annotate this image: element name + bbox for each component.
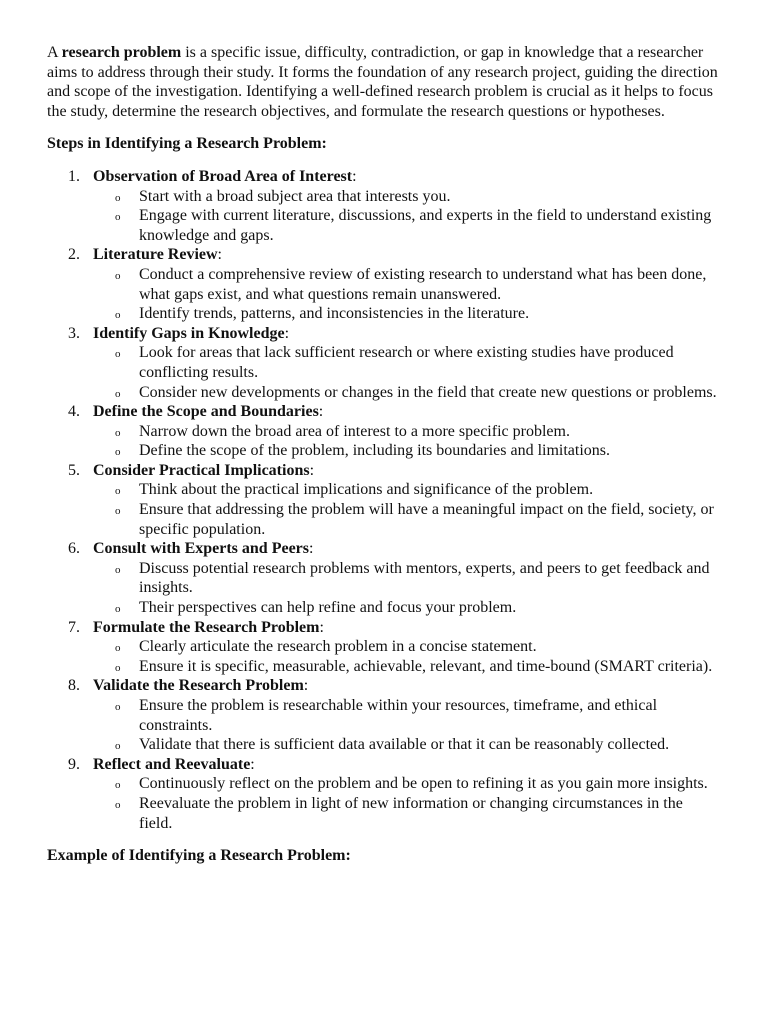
step-number: 8.	[68, 677, 80, 695]
circle-bullet-icon: o	[115, 309, 121, 322]
step-subitem-text: Ensure that addressing the problem will have a meaningful impact on the field, society, or specific population.	[139, 501, 714, 538]
step-subitem-text: Conduct a comprehensive review of existing research to understand what has been done, what gaps exist, and what questions remain unanswered.	[139, 265, 707, 303]
step-number: 9.	[68, 755, 80, 773]
step-item	[47, 539, 718, 617]
step-subitem	[93, 559, 718, 598]
step-title-colon: :	[318, 403, 324, 421]
step-subitem	[93, 637, 718, 657]
circle-bullet-icon: o	[115, 642, 121, 655]
step-subitem-text: Narrow down the broad area of interest to a more specific problem.	[139, 422, 570, 440]
step-subitem-text: Ensure the problem is researchable within your resources, timeframe, and ethical constraints.	[139, 697, 658, 734]
step-subitem	[93, 422, 718, 442]
step-subitem	[93, 265, 718, 304]
step-title-colon: :	[352, 167, 357, 185]
step-number: 3.	[68, 324, 80, 342]
intro-text: is a specific issue, difficulty, contradiction, or gap in knowledge that a researcher aims to address through their study. It forms the foundation of any research project, guiding the direction and scope of the investigation. Identifying a well-defined research problem is crucial as it helps to focus the study, determine the research objectives, and formulate the research questions or hypotheses.	[47, 44, 718, 120]
step-subitem	[93, 774, 718, 794]
step-title: Consider Practical Implications	[93, 461, 310, 479]
circle-bullet-icon: o	[115, 798, 121, 811]
step-number: 4.	[68, 403, 80, 421]
circle-bullet-icon: o	[115, 446, 121, 459]
step-subitem-text: Identify trends, patterns, and inconsistencies in the literature.	[139, 305, 530, 323]
step-title-colon: :	[319, 618, 324, 636]
step-subitem	[93, 441, 718, 461]
step-sublist	[93, 559, 718, 618]
step-item	[47, 755, 718, 833]
step-subitem	[93, 187, 718, 207]
step-sublist	[93, 774, 718, 833]
step-sublist	[93, 422, 718, 461]
step-sublist	[93, 343, 718, 402]
circle-bullet-icon: o	[115, 661, 121, 674]
step-subitem-text: Clearly articulate the research problem in a concise statement.	[139, 638, 537, 656]
step-subitem	[93, 480, 718, 500]
circle-bullet-icon: o	[115, 701, 121, 713]
step-title: Observation of Broad Area of Interest	[93, 167, 353, 185]
step-number: 7.	[68, 618, 80, 636]
circle-bullet-icon: o	[115, 348, 121, 361]
step-number: 2.	[68, 246, 80, 264]
step-title: Literature Review	[93, 246, 218, 264]
circle-bullet-icon: o	[115, 387, 121, 400]
intro-term: research problem	[61, 44, 182, 61]
circle-bullet-icon: o	[115, 505, 121, 518]
step-subitem-text: Define the scope of the problem, including its boundaries and limitations.	[139, 442, 611, 460]
step-subitem-text: Their perspectives can help refine and focus your problem.	[139, 599, 517, 617]
step-subitem-text: Start with a broad subject area that interests you.	[139, 187, 451, 205]
step-subitem-text: Continuously reflect on the problem and be open to refining it as you gain more insights.	[139, 775, 708, 793]
step-number: 5.	[68, 461, 80, 479]
step-subitem-text: Engage with current literature, discussions, and experts in the field to understand existing knowledge and gaps.	[139, 207, 712, 244]
step-title: Formulate the Research Problem	[93, 618, 320, 636]
step-title: Consult with Experts and Peers	[93, 540, 310, 558]
step-subitem	[93, 696, 718, 735]
step-title-colon: :	[250, 755, 255, 773]
step-number: 1.	[68, 167, 80, 185]
step-subitem-text: Consider new developments or changes in the field that create new questions or problems.	[139, 383, 717, 401]
step-title-colon: :	[217, 246, 222, 264]
circle-bullet-icon: o	[115, 426, 121, 439]
step-title: Reflect and Reevaluate	[93, 755, 251, 773]
steps-heading: Steps in Identifying a Research Problem:	[47, 135, 327, 153]
step-subitem	[93, 343, 718, 382]
step-subitem	[93, 735, 718, 755]
step-title-colon: :	[303, 677, 309, 695]
step-subitem	[93, 598, 718, 618]
step-item	[47, 245, 718, 323]
step-subitem-text: Think about the practical implications and significance of the problem.	[139, 481, 594, 499]
step-sublist	[93, 696, 718, 755]
intro-prefix: A	[47, 44, 62, 61]
step-sublist	[93, 480, 718, 539]
circle-bullet-icon: o	[115, 269, 121, 282]
step-number: 6.	[68, 540, 80, 558]
step-subitem	[93, 304, 718, 324]
step-sublist	[93, 187, 718, 246]
step-subitem-text: Validate that there is sufficient data available or that it can be reasonably collected.	[139, 736, 670, 754]
step-subitem	[93, 383, 718, 403]
step-sublist	[93, 265, 718, 324]
step-item	[47, 676, 718, 754]
step-subitem	[93, 657, 718, 677]
step-subitem-text: Look for areas that lack sufficient research or where existing studies have produced conflicting results.	[139, 344, 674, 381]
step-title-colon: :	[284, 324, 290, 342]
step-item	[47, 324, 718, 402]
steps-list	[47, 167, 718, 833]
step-sublist	[93, 637, 718, 676]
circle-bullet-icon: o	[115, 211, 121, 224]
example-heading: Example of Identifying a Research Problem:	[47, 847, 351, 865]
step-item	[47, 402, 718, 461]
circle-bullet-icon: o	[115, 740, 121, 753]
step-subitem-text: Discuss potential research problems with mentors, experts, and peers to get feedback and insights.	[139, 559, 710, 597]
step-item	[47, 461, 718, 539]
step-subitem-text: Reevaluate the problem in light of new information or changing circumstances in the field.	[139, 794, 683, 832]
circle-bullet-icon: o	[115, 191, 121, 204]
step-title: Validate the Research Problem	[93, 677, 304, 695]
circle-bullet-icon: o	[115, 485, 121, 498]
step-title: Identify Gaps in Knowledge	[93, 324, 285, 342]
step-subitem-text: Ensure it is specific, measurable, achievable, relevant, and time-bound (SMART criteria).	[139, 657, 713, 675]
step-title-colon: :	[309, 461, 315, 479]
step-item	[47, 618, 718, 677]
circle-bullet-icon: o	[115, 779, 121, 792]
step-title: Define the Scope and Boundaries	[93, 403, 319, 421]
intro-paragraph	[47, 43, 718, 121]
step-title-colon: :	[309, 540, 314, 558]
step-subitem	[93, 500, 718, 539]
circle-bullet-icon: o	[115, 603, 121, 616]
step-subitem	[93, 206, 718, 245]
circle-bullet-icon: o	[115, 563, 121, 576]
step-item	[47, 167, 718, 245]
step-subitem	[93, 794, 718, 833]
